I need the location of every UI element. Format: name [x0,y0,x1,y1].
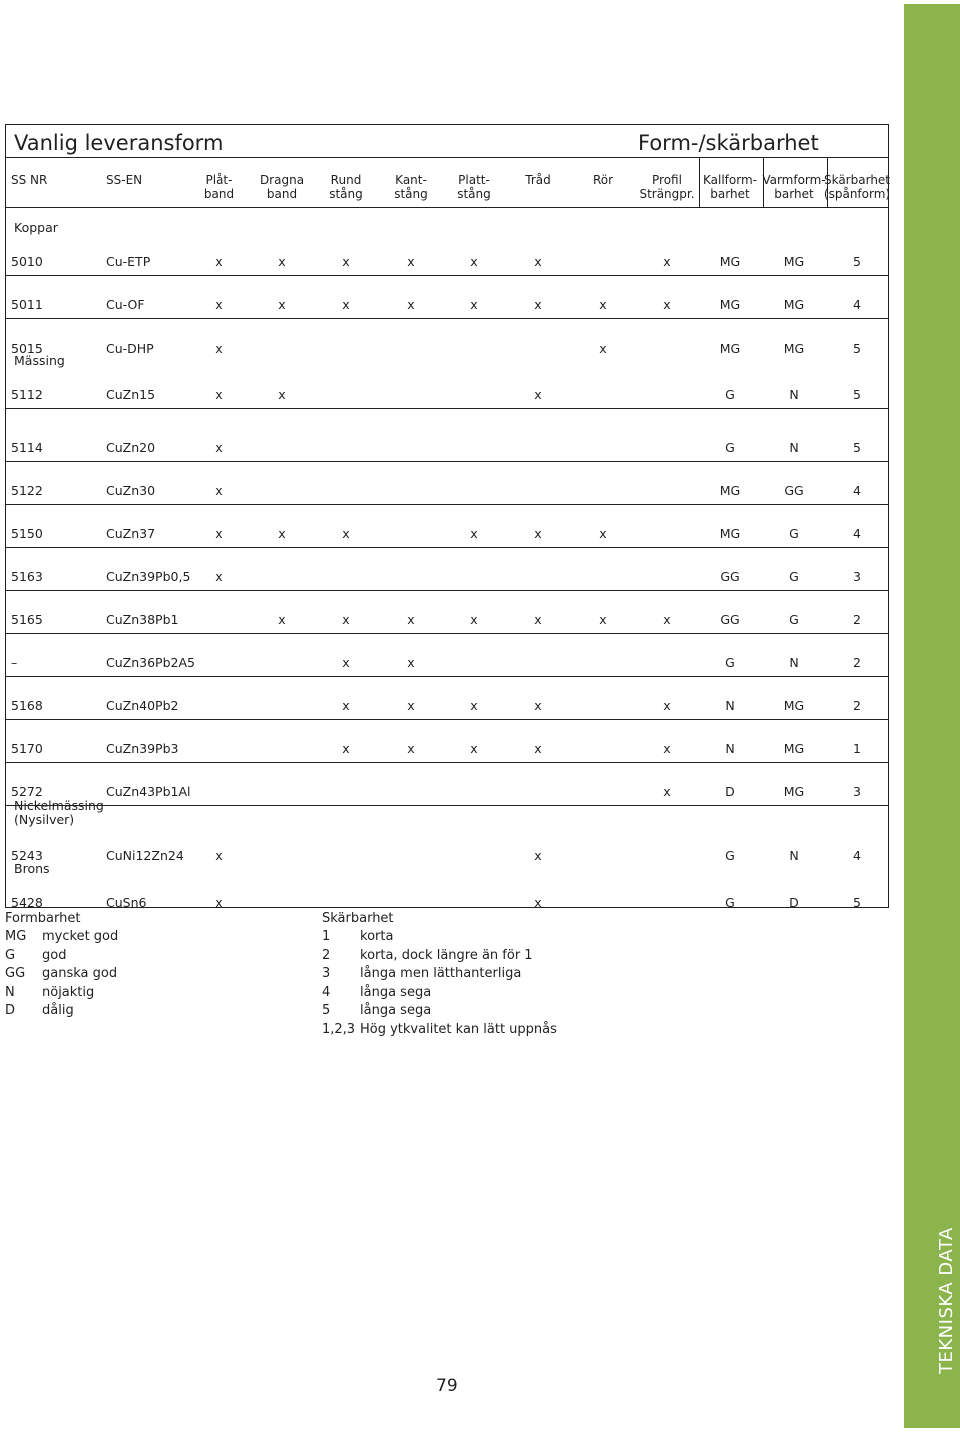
cell-ss-nr: 5243 [11,848,43,863]
cell-ss-nr: 5011 [11,297,43,312]
legend-code: 2 [322,947,331,963]
cell-ss-en: CuZn15 [106,387,156,402]
cell-ss-en: CuZn30 [106,483,156,498]
cell-hot-formability: D [789,895,799,910]
cell-delivery-form-mark: x [599,297,607,312]
cell-delivery-form-mark: x [215,848,223,863]
group-label-massing: Mässing [14,353,65,368]
table-row [6,232,888,276]
cell-delivery-form-mark: x [534,387,542,402]
cell-machinability: 4 [853,526,861,541]
table-row [6,633,888,677]
cell-delivery-form-mark: x [534,741,542,756]
cell-delivery-form-mark: x [215,341,223,356]
group-label-nickelmassing: Nickelmässing (Nysilver) [14,798,104,827]
cell-cold-formability: D [725,784,735,799]
cell-delivery-form-mark: x [599,612,607,627]
cell-cold-formability: GG [720,612,740,627]
cell-delivery-form-mark: x [278,254,286,269]
cell-delivery-form-mark: x [342,254,350,269]
header-platband: Plåt- band [203,173,235,201]
cell-delivery-form-mark: x [599,341,607,356]
legend-code: N [5,984,15,1000]
legend-code: 1,2,3 [322,1021,356,1037]
cell-delivery-form-mark: x [534,612,542,627]
cell-ss-en: CuZn40Pb2 [106,698,179,713]
cell-hot-formability: N [789,655,799,670]
header-skarbarhet: Skärbarhet (spånform) [823,173,891,201]
cell-cold-formability: G [725,387,735,402]
table-row [6,719,888,763]
cell-ss-nr: 5168 [11,698,43,713]
column-divider [699,157,700,207]
cell-delivery-form-mark: x [470,612,478,627]
cell-delivery-form-mark: x [407,655,415,670]
cell-delivery-form-mark: x [599,526,607,541]
cell-machinability: 5 [853,440,861,455]
cell-delivery-form-mark: x [342,297,350,312]
cell-ss-en: CuZn20 [106,440,156,455]
cell-hot-formability: MG [783,341,805,356]
cell-cold-formability: MG [719,526,741,541]
cell-delivery-form-mark: x [407,612,415,627]
cell-ss-en: CuSn6 [106,895,147,910]
cell-delivery-form-mark: x [663,297,671,312]
header-dragna-band: Dragna band [259,173,305,201]
cell-delivery-form-mark: x [215,440,223,455]
cell-delivery-form-mark: x [407,741,415,756]
header-rule-bottom [6,207,888,208]
legend-code: 3 [322,966,331,981]
cell-delivery-form-mark: x [470,254,478,269]
cell-delivery-form-mark: x [342,655,350,670]
header-ss-nr: SS NR [11,173,48,187]
legend-code: 5 [322,1003,331,1018]
cell-delivery-form-mark: x [215,569,223,584]
cell-hot-formability: MG [783,741,805,756]
cell-delivery-form-mark: x [534,297,542,312]
table-row [6,418,888,462]
cell-machinability: 4 [853,297,861,312]
cell-delivery-form-mark: x [663,698,671,713]
legend-description: långa sega [360,1003,432,1018]
cell-machinability: 1 [853,741,861,756]
legend-description: nöjaktig [42,984,95,1000]
cell-machinability: 3 [853,569,861,584]
cell-delivery-form-mark: x [278,297,286,312]
cell-delivery-form-mark: x [663,612,671,627]
cell-hot-formability: MG [783,297,805,312]
cell-ss-nr: 5015 [11,341,43,356]
cell-ss-nr: 5114 [11,440,43,455]
cell-cold-formability: G [725,895,735,910]
section-tab [904,4,960,1428]
cell-ss-nr: 5112 [11,387,43,402]
cell-delivery-form-mark: x [342,741,350,756]
cell-hot-formability: G [789,569,799,584]
legend-description: korta, dock längre än för 1 [360,947,533,963]
cell-delivery-form-mark: x [278,387,286,402]
cell-delivery-form-mark: x [534,698,542,713]
cell-cold-formability: G [725,655,735,670]
cell-delivery-form-mark: x [215,254,223,269]
cell-hot-formability: N [789,387,799,402]
header-kant-stang: Kant- stång [394,173,428,201]
cell-cold-formability: N [725,741,735,756]
cell-ss-nr: 5150 [11,526,43,541]
legend-formability-title: Formbarhet [5,911,81,926]
table-row [6,365,888,409]
legend-machinability-title: Skärbarhet [322,911,394,926]
cell-cold-formability: MG [719,341,741,356]
header-ss-en: SS-EN [106,173,143,187]
table-title-formability: Form-/skärbarhet [638,131,819,155]
cell-delivery-form-mark: x [215,526,223,541]
header-platt-stang: Platt- stång [457,173,491,201]
cell-delivery-form-mark: x [215,483,223,498]
cell-ss-nr: 5170 [11,741,43,756]
cell-delivery-form-mark: x [470,741,478,756]
cell-machinability: 5 [853,254,861,269]
section-tab-label: TEKNISKA DATA [936,1227,957,1374]
cell-delivery-form-mark: x [278,612,286,627]
cell-ss-nr: – [11,655,18,670]
legend-description: Hög ytkvalitet kan lätt uppnås [360,1021,557,1037]
cell-ss-nr: 5122 [11,483,43,498]
delivery-form-table [5,124,889,908]
cell-hot-formability: MG [783,698,805,713]
group-label-brons: Brons [14,861,50,876]
cell-ss-nr: 5165 [11,612,43,627]
cell-machinability: 5 [853,387,861,402]
legend-code: 4 [322,984,331,1000]
header-profil: Profil Strängpr. [639,173,695,201]
cell-delivery-form-mark: x [215,297,223,312]
cell-cold-formability: GG [720,569,740,584]
header-kallformbarhet: Kallform- barhet [703,173,757,201]
header-rund-stang: Rund stång [329,173,363,201]
table-row [6,318,888,362]
cell-hot-formability: G [789,612,799,627]
table-row [6,590,888,634]
cell-delivery-form-mark: x [215,387,223,402]
cell-delivery-form-mark: x [534,848,542,863]
page-number: 79 [436,1376,458,1396]
cell-delivery-form-mark: x [407,297,415,312]
legend-description: långa men lätthanterliga [360,966,522,981]
cell-cold-formability: G [725,440,735,455]
legend-code: D [5,1003,16,1018]
cell-delivery-form-mark: x [407,254,415,269]
legend-description: ganska god [42,966,118,981]
cell-delivery-form-mark: x [470,698,478,713]
cell-ss-en: CuZn39Pb3 [106,741,179,756]
cell-ss-en: CuZn39Pb0,5 [106,569,191,584]
cell-ss-en: CuZn37 [106,526,156,541]
cell-hot-formability: N [789,848,799,863]
cell-cold-formability: MG [719,483,741,498]
legend-description: god [42,947,67,963]
legend-code: G [5,947,16,963]
cell-delivery-form-mark: x [534,895,542,910]
cell-ss-en: CuZn36Pb2A5 [106,655,195,670]
legend-description: mycket god [42,929,119,944]
cell-cold-formability: MG [719,254,741,269]
cell-hot-formability: GG [784,483,804,498]
cell-machinability: 5 [853,341,861,356]
table-row [6,676,888,720]
cell-machinability: 2 [853,698,861,713]
cell-delivery-form-mark: x [342,612,350,627]
cell-ss-en: CuZn38Pb1 [106,612,179,627]
cell-delivery-form-mark: x [215,895,223,910]
cell-delivery-form-mark: x [342,526,350,541]
cell-machinability: 3 [853,784,861,799]
header-trad: Tråd [525,173,551,187]
cell-ss-nr: 5272 [11,784,43,799]
cell-delivery-form-mark: x [534,526,542,541]
cell-ss-en: Cu-ETP [106,254,151,269]
table-row [6,825,888,869]
legend-description: långa sega [360,984,432,1000]
cell-machinability: 2 [853,612,861,627]
legend-code: 1 [322,929,331,944]
cell-ss-en: Cu-OF [106,297,145,312]
cell-ss-nr: 5010 [11,254,43,269]
cell-delivery-form-mark: x [470,297,478,312]
table-row [6,547,888,591]
cell-delivery-form-mark: x [663,254,671,269]
cell-cold-formability: N [725,698,735,713]
cell-hot-formability: N [789,440,799,455]
cell-hot-formability: G [789,526,799,541]
cell-delivery-form-mark: x [663,741,671,756]
header-varmformbarhet: Varmform- barhet [762,173,826,201]
cell-ss-nr: 5163 [11,569,43,584]
cell-cold-formability: G [725,848,735,863]
table-title-delivery-form: Vanlig leveransform [14,131,224,155]
legend-description: korta [360,929,394,944]
header-ror: Rör [592,173,614,187]
cell-ss-nr: 5428 [11,895,43,910]
cell-delivery-form-mark: x [534,254,542,269]
cell-delivery-form-mark: x [342,698,350,713]
legend-code: MG [5,929,27,944]
cell-ss-en: CuNi12Zn24 [106,848,184,863]
cell-delivery-form-mark: x [278,526,286,541]
cell-machinability: 2 [853,655,861,670]
cell-delivery-form-mark: x [470,526,478,541]
table-row [6,762,888,806]
cell-delivery-form-mark: x [663,784,671,799]
cell-machinability: 4 [853,848,861,863]
cell-cold-formability: MG [719,297,741,312]
table-row [6,872,888,916]
cell-delivery-form-mark: x [407,698,415,713]
cell-ss-en: Cu-DHP [106,341,154,356]
table-row [6,461,888,505]
cell-hot-formability: MG [783,254,805,269]
cell-machinability: 5 [853,895,861,910]
legend-code: GG [5,966,26,981]
cell-machinability: 4 [853,483,861,498]
group-label-koppar: Koppar [14,220,58,235]
table-row [6,275,888,319]
table-row [6,504,888,548]
cell-ss-en: CuZn43Pb1Al [106,784,191,799]
legend-description: dålig [42,1003,74,1018]
cell-hot-formability: MG [783,784,805,799]
header-rule-top [6,157,888,158]
